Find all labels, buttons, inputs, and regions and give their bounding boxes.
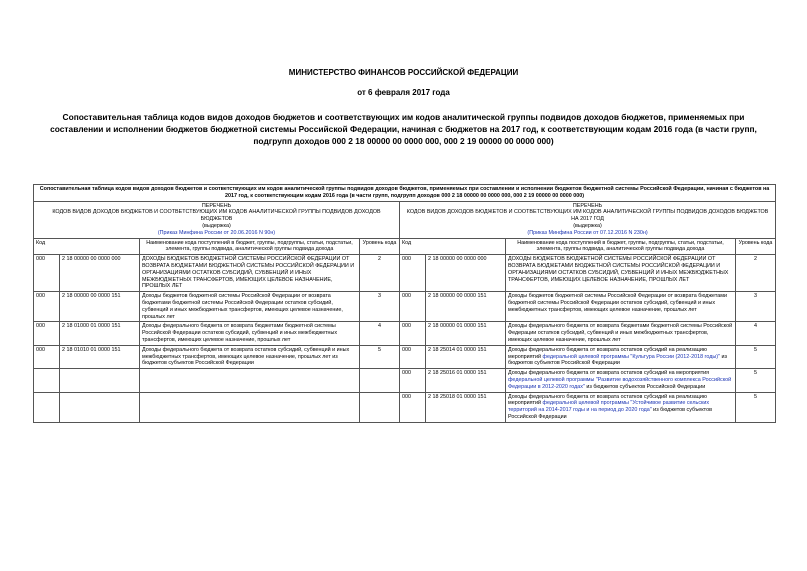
right-code-header: Код — [400, 238, 506, 255]
table-row — [34, 345, 776, 368]
table-caption — [34, 185, 776, 202]
left-income-code: 2 18 00000 00 0000 000 — [60, 255, 140, 292]
left-income-name: Доходы бюджетов бюджетной системы Российской Федерации от возврата бюджетами бюджетной системы Российской Федерации остатков субсидий, субвенций и иных межбюджетных трансфертов, имеющих целевое назначение, прошлых лет — [140, 292, 360, 322]
left-admin-code: 000 — [34, 322, 60, 345]
table-caption-row — [34, 185, 776, 202]
left-income-code — [60, 369, 140, 392]
right-income-code: 2 18 00000 00 0000 000 — [426, 255, 506, 292]
right-level: 3 — [736, 292, 776, 322]
right-income-name: Доходы федерального бюджета от возврата остатков субсидий на реализацию мероприятий федеральной целевой программы "Устойчивое развитие сельских территорий на 2014-2017 годы и на период до 2020 года" из бюджетов субъектов Российской Федерации — [506, 392, 736, 422]
left-list-header — [34, 201, 400, 238]
right-level: 2 — [736, 255, 776, 292]
left-income-code — [60, 392, 140, 422]
right-level: 5 — [736, 345, 776, 368]
right-income-name: ДОХОДЫ БЮДЖЕТОВ БЮДЖЕТНОЙ СИСТЕМЫ РОССИЙСКОЙ ФЕДЕРАЦИИ ОТ ВОЗВРАТА БЮДЖЕТАМИ БЮДЖЕТНОЙ СИСТЕМЫ РОССИЙСКОЙ ФЕДЕРАЦИИ И ОРГАНИЗАЦИЯМИ ОСТАТКОВ СУБСИДИЙ, СУБВЕНЦИЙ И ИНЫХ МЕЖБЮДЖЕТНЫХ ТРАНСФЕРТОВ, ИМЕЮЩИХ ЦЕЛЕВОЕ НАЗНАЧЕНИЕ, ПРОШЛЫХ ЛЕТ — [506, 255, 736, 292]
left-admin-code — [34, 369, 60, 392]
left-income-name: ДОХОДЫ БЮДЖЕТОВ БЮДЖЕТНОЙ СИСТЕМЫ РОССИЙСКОЙ ФЕДЕРАЦИИ ОТ ВОЗВРАТА БЮДЖЕТАМИ БЮДЖЕТНОЙ СИСТЕМЫ РОССИЙСКОЙ ФЕДЕРАЦИИ И ОРГАНИЗАЦИЯМИ ОСТАТКОВ СУБСИДИЙ, СУБВЕНЦИЙ И ИНЫХ МЕЖБЮДЖЕТНЫХ ТРАНСФЕРТОВ, ИМЕЮЩИХ ЦЕЛЕВОЕ НАЗНАЧЕНИЕ, ПРОШЛЫХ ЛЕТ — [140, 255, 360, 292]
left-admin-code: 000 — [34, 292, 60, 322]
left-income-code: 2 18 01010 01 0000 151 — [60, 345, 140, 368]
left-admin-code: 000 — [34, 255, 60, 292]
table-row — [34, 392, 776, 422]
left-income-name — [140, 392, 360, 422]
left-level — [360, 392, 400, 422]
right-list-header — [400, 201, 776, 238]
table-body — [34, 255, 776, 423]
right-list-title: ПЕРЕЧЕНЬ — [572, 202, 603, 209]
table-row — [34, 369, 776, 392]
table-caption-text: Сопоставительная таблица кодов видов доходов бюджетов и соответствующих им кодов аналитической группы подвидов доходов бюджетов, применяемых при составлении и исполнении бюджетов бюджетной системы Российской Федерации, начиная с бюджетов на 2017 год, к соответствующим кодам 2016 года (в части групп, подгрупп доходов 000 2 18 00000 00 0000 000, 000 2 19 00000 00 0000 000) — [39, 186, 770, 199]
comparison-table — [33, 184, 776, 423]
list-header-row — [34, 201, 776, 238]
right-income-code: 2 18 00000 00 0000 151 — [426, 292, 506, 322]
right-income-code: 2 18 00000 01 0000 151 — [426, 322, 506, 345]
right-income-code: 2 18 25014 01 0000 151 — [426, 345, 506, 368]
left-income-name: Доходы федерального бюджета от возврата остатков субсидий, субвенций и иных межбюджетных трансфертов, имеющих целевое назначение, прошлых лет из бюджетов субъектов Российской Федерации — [140, 345, 360, 368]
table-row — [34, 255, 776, 292]
left-name-header: Наименование кода поступлений в бюджет, группы, подгруппы, статьи, подстатьи, элемента, группы подвида, аналитической группы подвида дохода — [140, 238, 360, 255]
right-order-link[interactable]: (Приказ Минфина России от 07.12.2016 N 230н) — [527, 229, 648, 236]
left-level: 4 — [360, 322, 400, 345]
left-code-header: Код — [34, 238, 140, 255]
left-income-name — [140, 369, 360, 392]
left-level: 3 — [360, 292, 400, 322]
left-order-link[interactable]: (Приказ Минфина России от 20.06.2016 N 90н) — [157, 229, 276, 236]
left-level — [360, 369, 400, 392]
document-title: Сопоставительная таблица кодов видов доходов бюджетов и соответствующих им кодов аналитической группы подвидов доходов бюджетов, применяемых при составлении и исполнении бюджетов бюджетной системы Российской Федерации, начиная с бюджетов на 2017 год, к соответствующим кодам 2016 года (в части групп, подгрупп доходов 000 2 18 00000 00 0000 000, 000 2 19 00000 00 0000 000) — [50, 112, 757, 146]
left-list-title: ПЕРЕЧЕНЬ — [201, 202, 232, 209]
left-admin-code — [34, 392, 60, 422]
right-level: 5 — [736, 392, 776, 422]
right-admin-code: 000 — [400, 345, 426, 368]
right-admin-code: 000 — [400, 292, 426, 322]
left-income-name: Доходы федерального бюджета от возврата бюджетами бюджетной системы Российской Федерации остатков субсидий, субвенций и иных межбюджетных трансфертов, имеющих целевое назначение, прошлых лет — [140, 322, 360, 345]
table-row — [34, 292, 776, 322]
left-list-note: (выдержка) — [202, 222, 231, 229]
right-income-code: 2 18 25018 01 0000 151 — [426, 392, 506, 422]
column-header-row — [34, 238, 776, 255]
right-income-name: Доходы бюджетов бюджетной системы Российской Федерации от возврата бюджетами бюджетной системы Российской Федерации остатков субсидий, субвенций и иных межбюджетных трансфертов, имеющих целевое назначение, прошлых лет — [506, 292, 736, 322]
right-income-code: 2 18 25016 01 0000 151 — [426, 369, 506, 392]
right-level-header: Уровень кода — [736, 238, 776, 255]
right-admin-code: 000 — [400, 369, 426, 392]
program-link[interactable]: федеральной целевой программы "Культура России (2012-2018 годы)" — [542, 353, 721, 360]
left-admin-code: 000 — [34, 345, 60, 368]
left-list-subtitle: КОДОВ ВИДОВ ДОХОДОВ БЮДЖЕТОВ И СООТВЕТСТВУЮЩИХ ИМ КОДОВ АНАЛИТИЧЕСКОЙ ГРУППЫ ПОДВИДОВ ДОХОДОВ БЮДЖЕТОВ — [52, 209, 381, 223]
ministry-heading: МИНИСТЕРСТВО ФИНАНСОВ РОССИЙСКОЙ ФЕДЕРАЦИИ — [288, 68, 519, 77]
right-level: 5 — [736, 369, 776, 392]
right-income-name: Доходы федерального бюджета от возврата остатков субсидий на реализацию мероприятий федеральной целевой программы "Культура России (2012-2018 годы)" из бюджетов субъектов Российской Федерации — [506, 345, 736, 368]
left-income-code: 2 18 00000 00 0000 151 — [60, 292, 140, 322]
right-list-subtitle: КОДОВ ВИДОВ ДОХОДОВ БЮДЖЕТОВ И СООТВЕТСТВУЮЩИХ ИМ КОДОВ АНАЛИТИЧЕСКОЙ ГРУППЫ ПОДВИДОВ ДОХОДОВ БЮДЖЕТОВ НА 2017 ГОД — [406, 209, 769, 223]
right-name-header: Наименование кода поступлений в бюджет, группы, подгруппы, статьи, подстатьи, элемента, группы подвида, аналитической группы подвида дохода — [506, 238, 736, 255]
left-level-header: Уровень кода — [360, 238, 400, 255]
program-link[interactable]: федеральной целевой программы "Развитие водохозяйственного комплекса Российской Федерации в 2012-2020 годах" — [508, 376, 732, 390]
left-level: 2 — [360, 255, 400, 292]
right-admin-code: 000 — [400, 392, 426, 422]
right-level: 4 — [736, 322, 776, 345]
program-link[interactable]: федеральной целевой программы "Устойчивое развитие сельских территорий на 2014-2017 годы и на период до 2020 года" — [508, 400, 710, 414]
right-list-note: (выдержка) — [573, 222, 602, 229]
left-income-code: 2 18 01000 01 0000 151 — [60, 322, 140, 345]
document-date: от 6 февраля 2017 года — [357, 88, 450, 97]
table-row — [34, 322, 776, 345]
right-income-name: Доходы федерального бюджета от возврата бюджетами бюджетной системы Российской Федерации остатков субсидий, субвенций и иных межбюджетных трансфертов, имеющих целевое назначение, прошлых лет — [506, 322, 736, 345]
right-admin-code: 000 — [400, 255, 426, 292]
right-admin-code: 000 — [400, 322, 426, 345]
left-level: 5 — [360, 345, 400, 368]
right-income-name: Доходы федерального бюджета от возврата остатков субсидий на мероприятия федеральной целевой программы "Развитие водохозяйственного комплекса Российской Федерации в 2012-2020 годах" из бюджетов субъектов Российской Федерации — [506, 369, 736, 392]
